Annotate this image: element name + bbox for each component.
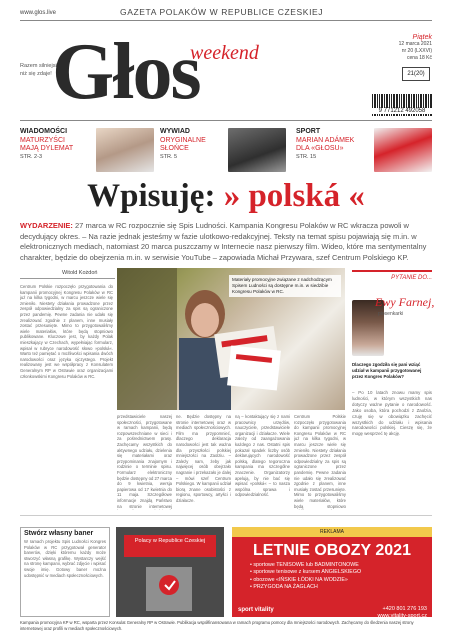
teaser-text <box>160 128 222 172</box>
issue-date: 12 marca 2021 <box>398 41 432 47</box>
divider <box>20 120 432 121</box>
article-column-4: ną – kontaktujący się z nami pracownicy urzędów, nauczyciele, przedstawiciele organizacji i działacze. Wiele zależy od zaangażowania każdego z nas. Ostatni spis pokazał spadek liczby osób deklarujących narodowość polską, dlatego tegoroczna kampania ma szczególne znaczenie. Organizatorzy apelują, by nie bać się wpisać »polská« – to nasza wspólna sprawa i odpowiedzialność. <box>235 414 290 498</box>
box-body: W ramach projektu Spis Ludności Kongres Polaków w RC przygotował generator banerów, dzięki któremu każdy może stworzyć własną grafikę. Wystarczy wejść na stronę kampanii, wybrać zdjęcie i wpisać swoje imię. Gotowy baner można udostępnić w mediach społecznościowych. <box>24 539 106 578</box>
interviewee-role: piosenkarki <box>378 311 404 317</box>
ad-list <box>250 562 361 591</box>
headline-quote: » polská « <box>223 178 365 214</box>
list-item: • PRZYGODA NA ŻAGLACH <box>250 583 318 590</box>
sidebar-question <box>352 362 432 379</box>
divider <box>20 20 432 21</box>
teaser-page: STR. 15 <box>296 153 317 160</box>
divider <box>20 515 432 516</box>
teaser-photo <box>228 128 286 172</box>
article-column-3: ne. Będzie dostępny na stronie internetowej oraz w mediach społecznościowych. Film ma przypomnieć, dlaczego deklaracja narodowości jest tak ważna dla przyszłości polskiej mniejszości na Zaolziu. – Zależy nam, żeby jak najwięcej osób obejrzało nagranie i przekazało je dalej – mówi szef Centrum Polskiego. W kampanii udział biorą znane osobistości z regionu, sportowcy, artyści i działacze. <box>176 414 231 503</box>
list-item: • sportowe tenisowe z kursem ANGIELSKIEGO <box>250 569 362 576</box>
article-column-5: Centrum Polskie rozpoczęło przygotowania do kampanii promocyjnej Kongresu Polaków w RC już na kilka tygodni, w marcu jeszcze wiele się zmieniło. Niestety działania prowadzone przez zespół odpowiedzialny za spis są ograniczone przez pandemię. Pewne zadania nie udało się zrealizować zgodnie z planem, inne musiały zostać przesunięte. Mimo to przygotowaliśmy wiele materiałów, które będą stopniowo <box>294 414 346 509</box>
list-item: • sportowe TENISOWE lub BADMINTONOWE <box>250 562 359 568</box>
sidebar-answer: – Po 10 latach znowu mamy spis ludności, w którym wszystkich nas dotyczy ważne pytanie o narodowość. Jako osoba, która pochodzi z Zaolzia, czuję się w obowiązku zachęcić wszystkich do udziału i wpisania narodowości polskiej. Cieszę się, że mogę wesprzeć tę akcję. <box>352 390 432 437</box>
ad-sign: Polacy w Republice Czeskiej <box>124 535 216 557</box>
price-box: 21(20) <box>402 67 430 81</box>
lede-body: 27 marca w RC rozpocznie się Spis Ludności. Kampania Kongresu Polaków w RC wkracza powoli w decydujący okres. – Na razie jednak jesteśmy w fazie ulotkowo-redakcyjnej. Teksty na temat spisu pojawiają się m.in. w elektronicznych mediach, natomiast 20 marca puszczamy w Internecie nasz pierwszy film. Wideo, które ma sentymentalny charakter, będzie do obejrzenia m.in. w serwisie YouTube – zapowiada Michał Przywara, szef Centrum Polskiego KP. <box>20 221 427 262</box>
teaser-page: STR. 5 <box>160 153 178 160</box>
ad-contact <box>355 606 427 620</box>
headline-text: Wpisuję: <box>87 178 216 214</box>
lede-paragraph <box>20 221 432 263</box>
footer-note: Kampania promocyjna KP w RC, wsparta przez Konsulat Generalny RP w Ostrawie. Publikacja współfinansowana w ramach programu pomocy dla mniejszości narodowych. Zachęcamy do śledzenia naszej strony internetowej oraz profili w mediach społecznościowych. <box>20 620 414 631</box>
lede-label: WYDARZENIE: <box>20 221 73 230</box>
teaser-photo <box>96 128 154 172</box>
issue-price: cena 18 Kč <box>406 55 432 61</box>
main-headline <box>0 178 452 215</box>
teaser-title: MATURZYŚCI <box>20 136 65 144</box>
teaser-label: SPORT <box>296 128 321 135</box>
teaser-title: SŁOŃCE <box>160 145 189 152</box>
teaser-title: DLA «GŁOSU» <box>296 145 344 152</box>
teaser-title: MAJĄ DYLEMAT <box>20 145 74 152</box>
ad-title: LETNIE OBOZY 2021 <box>253 542 411 559</box>
barcode-number: 9 771212 492058 <box>372 108 432 114</box>
issue-day: Piątek <box>412 34 432 41</box>
newspaper-subtitle: GAZETA POLAKÓW W REPUBLICE CZESKIEJ <box>120 7 324 17</box>
teaser-text <box>296 128 368 172</box>
site-url[interactable]: www.glos.live <box>20 10 57 16</box>
teaser-page: STR. 2-3 <box>20 153 43 160</box>
article-column-2: przedstawiciele naszej społeczności, przygotowane w ramach kampanii, będą rozpowszechniane w sieci i za pośrednictwem prasy. Zachęcamy wszystkich do aktywnego udziału, dzielenia się materiałami oraz przypominania znajomym i rodzinie o terminie spisu. Formularz elektroniczny będzie dostępny od 27 marca do 9 kwietnia, wersja papierowa od 17 kwietnia do 11 maja. Szczegółowe informacje znajdą Państwo na stronie internetowej <box>117 414 172 509</box>
teaser-wywiad[interactable] <box>160 128 286 172</box>
sidebar-heading: PYTANIE DO... <box>352 270 432 284</box>
ad-label: REKLAMA <box>232 527 432 537</box>
ad-brand: sport vitality <box>238 607 274 613</box>
interviewee-name: Ewy Farnej, <box>375 295 435 309</box>
logo-weekend: weekend <box>190 42 259 64</box>
teaser-wiadomosci[interactable] <box>20 128 154 172</box>
divider <box>20 278 115 279</box>
side-note: Razem silniejsi niż się zdaje! <box>20 63 57 77</box>
teaser-label: WIADOMOŚCI <box>20 128 68 135</box>
photo-caption: Materiały promocyjne związane z nadchodzącym Spisem Ludności są dostępne m.in. w siedzibie Kongresu Polaków w RC. <box>229 275 341 297</box>
list-item: • obozowe «IŃSKIE ŁÓDKI NA WODZIE» <box>250 576 348 583</box>
ad-web[interactable]: www.vitality-sport.cz <box>377 613 427 619</box>
teaser-label: WYWIAD <box>160 128 190 135</box>
question-text: Dlaczego zgodziła się pani wziąć udział w kampanii przygotowanej przez Kongres Polaków? <box>352 362 422 379</box>
issue-number: nr 20 (LXXVI) <box>401 48 432 54</box>
teaser-title: ORYGINALNE <box>160 136 206 144</box>
ad-phone[interactable]: +420 801 276 193 <box>382 606 427 612</box>
teaser-text <box>20 128 90 172</box>
logo-glos: Głos <box>52 28 200 116</box>
box-title: Stwórz własny baner <box>24 530 94 537</box>
teaser-title: MARIAN ADÁMEK <box>296 136 355 144</box>
issue-info <box>380 34 432 62</box>
article-author: Witold Kożdoń <box>62 270 98 276</box>
teaser-sport[interactable] <box>296 128 432 172</box>
article-column-1: Centrum Polskie rozpoczęło przygotowania do kampanii promocyjnej Kongresu Polaków w RC już na kilka tygodni, w marcu jeszcze wiele się zmieniło. Niestety działania prowadzone przez zespół odpowiedzialny za spis są ograniczone przez pandemię. Pewne zadania nie udało się zrealizować zgodnie z planem, inne musiały zostać przesunięte. Mimo to przygotowaliśmy wiele materiałów, które będą stopniowo publikowane. Kluczowe jest, by każdy Polak mieszkający w Czechach, wypełniając formularz, wpisał w rubryce narodowość słowo »polská«. Warto też pamiętać o możliwości wpisania dwóch narodowości oraz języka ojczystego. Projekt realizowany jest we współpracy z Konsulatem Generalnym RP w Ostrawie oraz organizacjami członkowskimi Kongresu Polaków w RC. <box>20 284 113 379</box>
teaser-photo <box>374 128 432 172</box>
banner-generator-box <box>20 527 110 617</box>
